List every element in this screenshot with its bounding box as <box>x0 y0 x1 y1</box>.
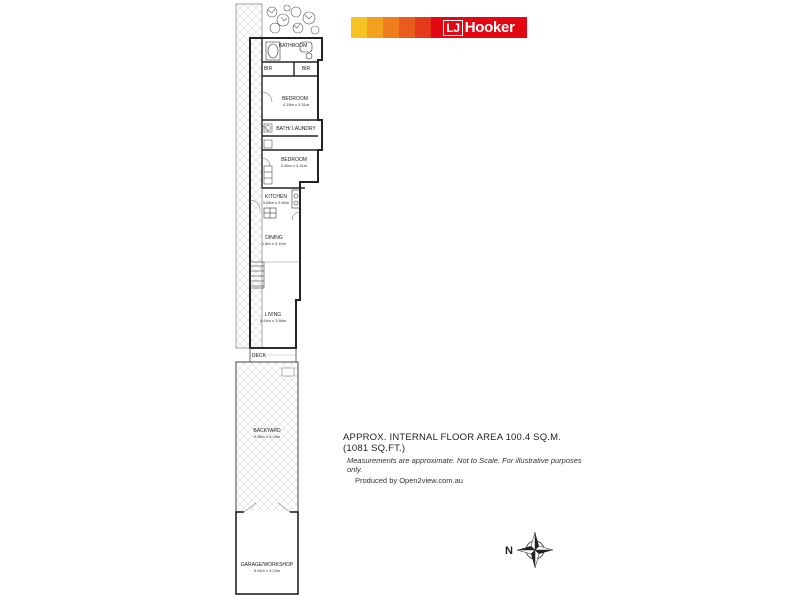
garage <box>236 512 298 594</box>
room-label-bathroom: BATHROOM <box>278 43 308 49</box>
room-label-bath-laundry: BATH/ LAUNDRY <box>276 126 316 132</box>
laundry-fixtures <box>264 124 272 184</box>
room-label-garage: GARAGE/WORKSHOP <box>240 562 294 568</box>
produced-by-text: Produced by Open2view.com.au <box>355 476 463 485</box>
room-dims-garage: 5.94m x 3.24m <box>253 568 281 573</box>
logo-mark: LJ <box>443 20 462 36</box>
compass-north-label: N <box>505 545 513 557</box>
room-label-bir-2: BIR <box>263 66 273 72</box>
room-label-dining: DINING <box>265 235 283 241</box>
floor-area-text: APPROX. INTERNAL FLOOR AREA 100.4 SQ.M. (1081 SQ.FT.) <box>343 432 562 454</box>
room-label-deck: DECK <box>252 353 266 359</box>
logo-stripe-4 <box>399 17 415 38</box>
compass-rose-icon <box>505 532 553 568</box>
floor-area-info <box>343 432 583 485</box>
room-label-bedroom-1: BEDROOM <box>282 96 308 102</box>
lj-hooker-logo <box>351 17 527 38</box>
room-label-bedroom-2: BEDROOM <box>281 157 307 163</box>
logo-brand <box>431 17 527 38</box>
logo-stripe-3 <box>383 17 399 38</box>
room-label-living: LIVING <box>264 312 282 318</box>
room-dims-living: 5.44m x 3.66m <box>259 318 287 323</box>
room-label-backyard: BACKYARD <box>253 428 281 434</box>
logo-stripe-1 <box>351 17 367 38</box>
room-label-kitchen: KITCHEN <box>265 194 287 200</box>
room-dims-kitchen: 3.68m x 2.60m <box>262 200 290 205</box>
disclaimer-text: Measurements are approximate. Not to Scale. For illustrative purposes only. <box>347 456 582 474</box>
room-label-bir: BIR <box>301 66 311 72</box>
room-dims-bedroom-2: 3.46m x 3.31m <box>280 163 308 168</box>
logo-text: Hooker <box>464 19 515 36</box>
logo-stripe-2 <box>367 17 383 38</box>
room-dims-bedroom-1: 4.15m x 3.31m <box>282 102 310 107</box>
room-dims-dining: 1.8m x 3.10m <box>261 241 287 246</box>
room-dims-backyard: 9.36m x 3.24m <box>253 434 281 439</box>
logo-stripe-5 <box>415 17 431 38</box>
